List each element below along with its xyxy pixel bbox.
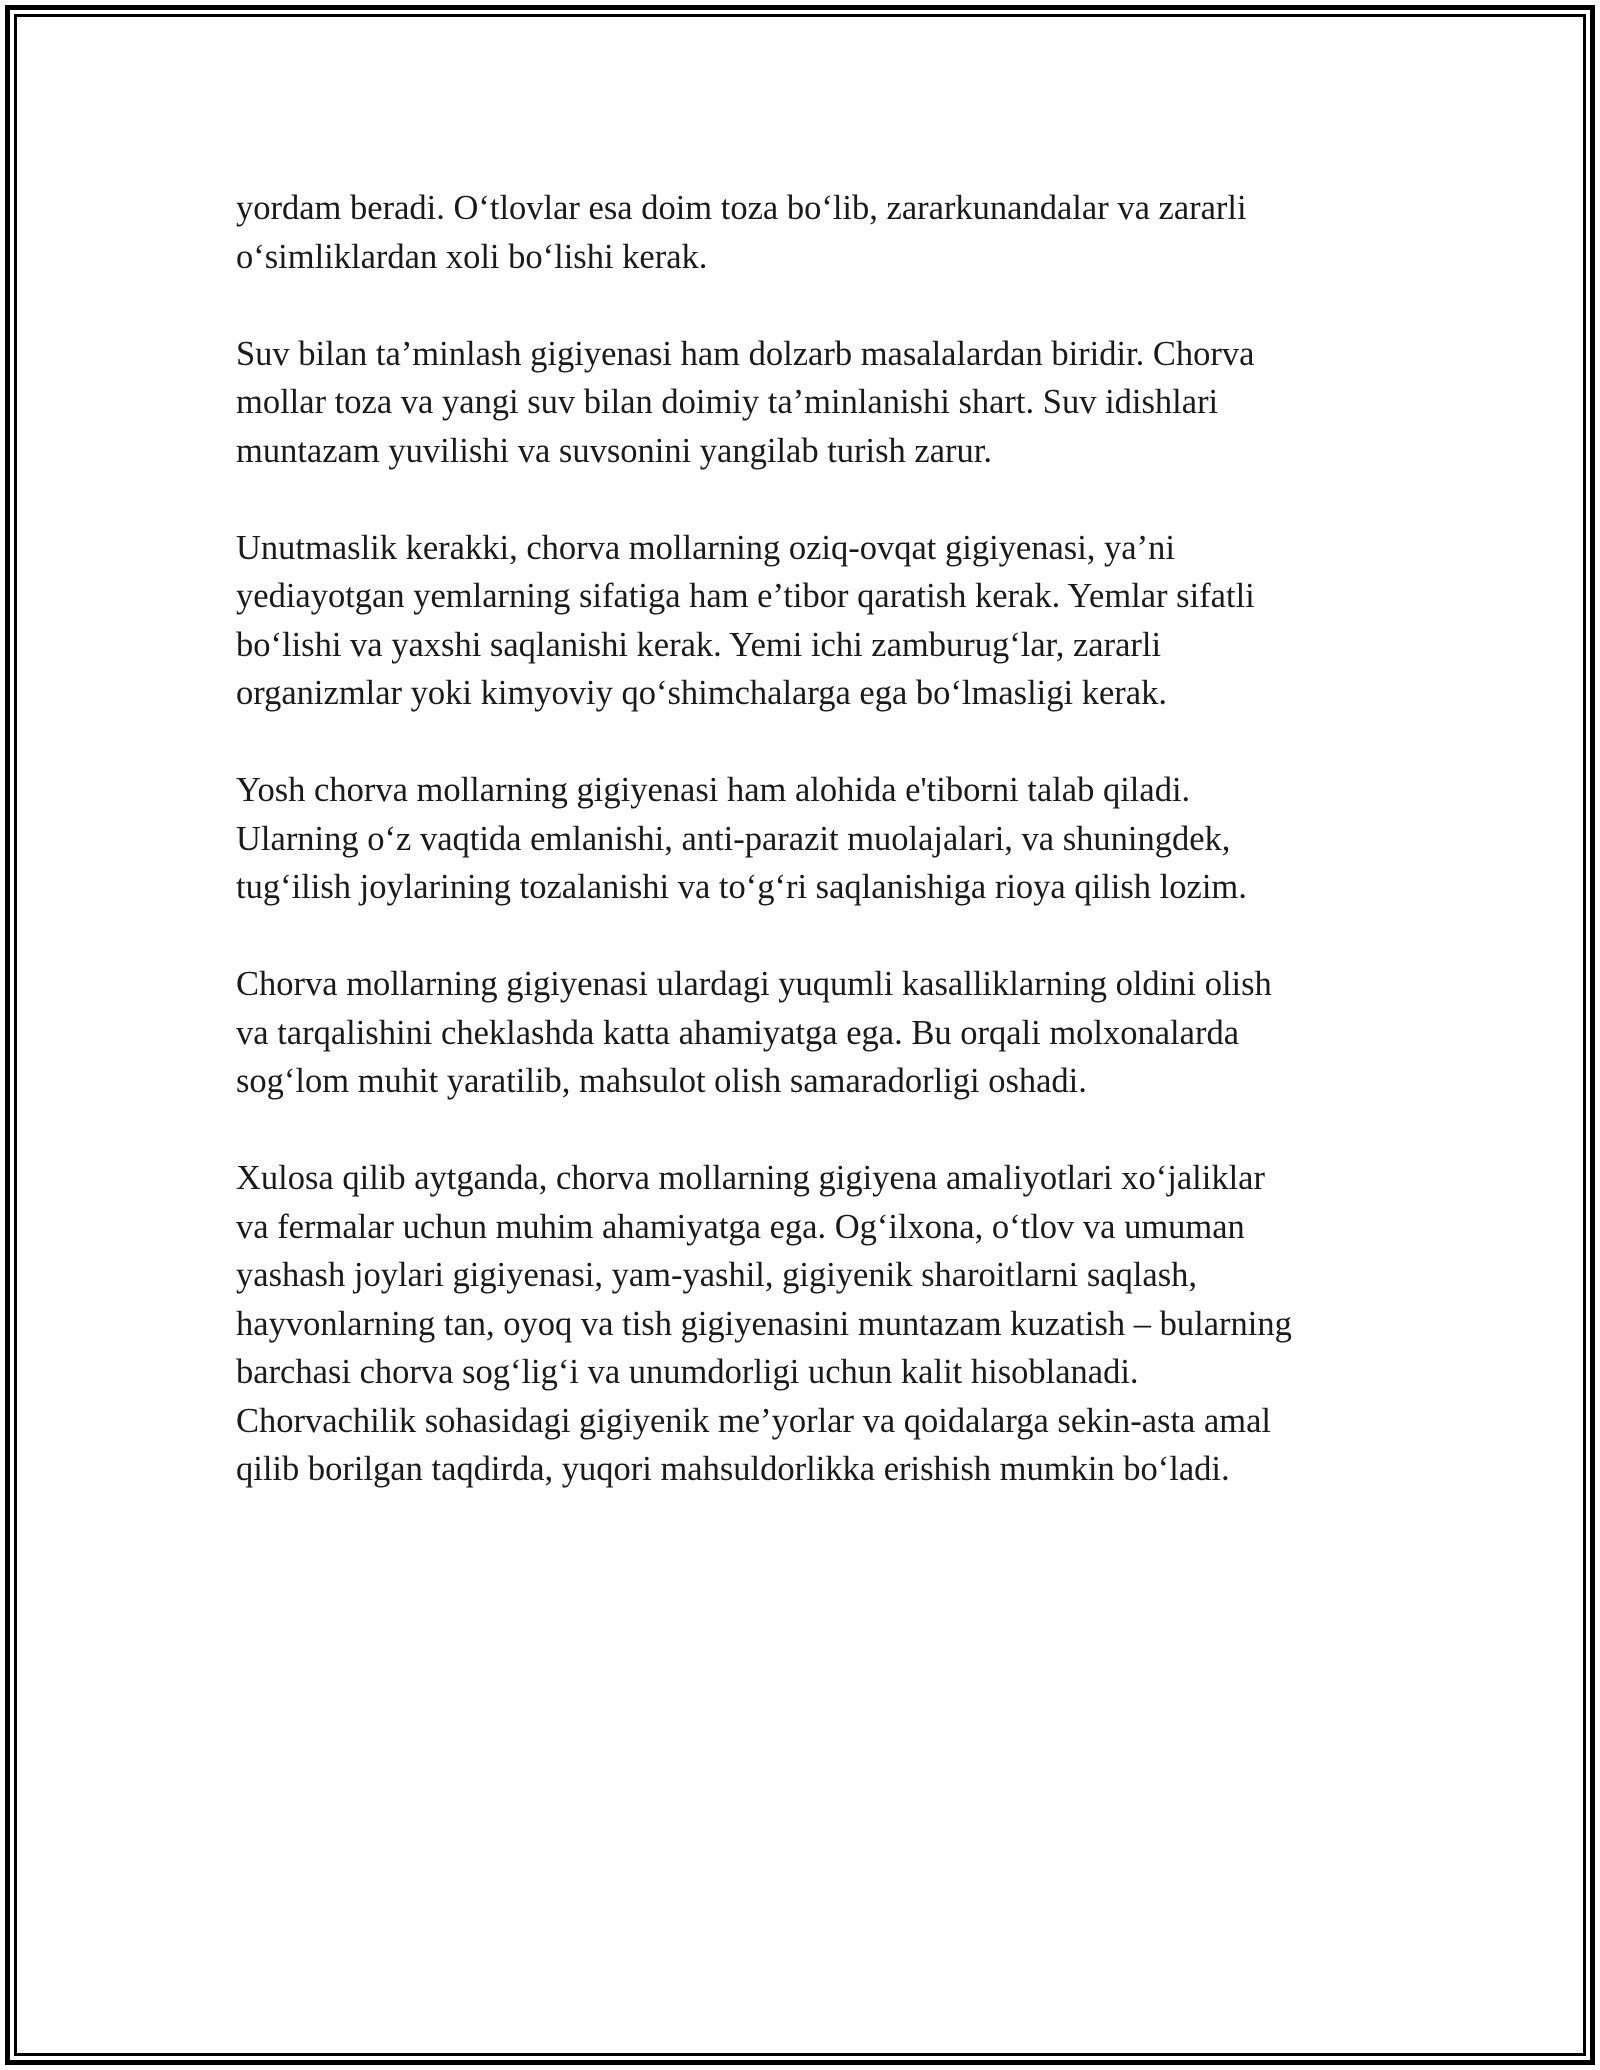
paragraph-conclusion: Xulosa qilib aytganda, chorva mollarning gigiyena amaliyotlari xo‘jaliklar va fermalar uchun muhim ahamiyatga ega. Og‘ilxona, o‘tlov va umuman yashash joylari gigiyenasi, yam-yashil, gigiyenik sharoitlarni saqlash, hayvonlarning tan, oyoq va tish gigiyenasini muntazam kuzatish – bularning barchasi chorva sog‘lig‘i va unumdorligi uchun kalit hisoblanadi. Chorvachilik sohasidagi gigiyenik me’yorlar va qoidalarga sekin-asta amal qilib borilgan taqdirda, yuqori mahsuldorlikka erishish mumkin bo‘ladi. (236, 1159, 1292, 1488)
paragraph-young-livestock-hygiene: Yosh chorva mollarning gigiyenasi ham alohida e'tiborni talab qiladi. Ularning o‘z vaqtida emlanishi, anti-parazit muolajalari, va shuningdek, tug‘ilish joylarining tozalanishi va to‘g‘ri saqlanishiga rioya qilish lozim. (236, 771, 1247, 906)
paragraph-pasture-hygiene: yordam beradi. O‘tlovlar esa doim toza bo‘lib, zararkunandalar va zararli o‘simliklardan xoli bo‘lishi kerak. (236, 189, 1247, 276)
document-body (236, 184, 1376, 1494)
paragraph-disease-prevention: Chorva mollarning gigiyenasi ulardagi yuqumli kasalliklarning oldini olish va tarqalishini cheklashda katta ahamiyatga ega. Bu orqali molxonalarda sog‘lom muhit yaratilib, mahsulot olish samaradorligi oshadi. (236, 965, 1272, 1100)
paragraph-water-hygiene: Suv bilan ta’minlash gigiyenasi ham dolzarb masalalardan biridir. Chorva mollar toza va yangi suv bilan doimiy ta’minlanishi shart. Suv idishlari muntazam yuvilishi va suvsonini yangilab turish zarur. (236, 334, 1255, 470)
paragraph-feed-hygiene: Unutmaslik kerakki, chorva mollarning oziq-ovqat gigiyenasi, ya’ni yediayotgan yemlarning sifatiga ham e’tibor qaratish kerak. Yemlar sifatli bo‘lishi va yaxshi saqlanishi kerak. Yemi ichi zamburug‘lar, zararli organizmlar yoki kimyoviy qo‘shimchalarga ega bo‘lmasligi kerak. (236, 528, 1255, 712)
